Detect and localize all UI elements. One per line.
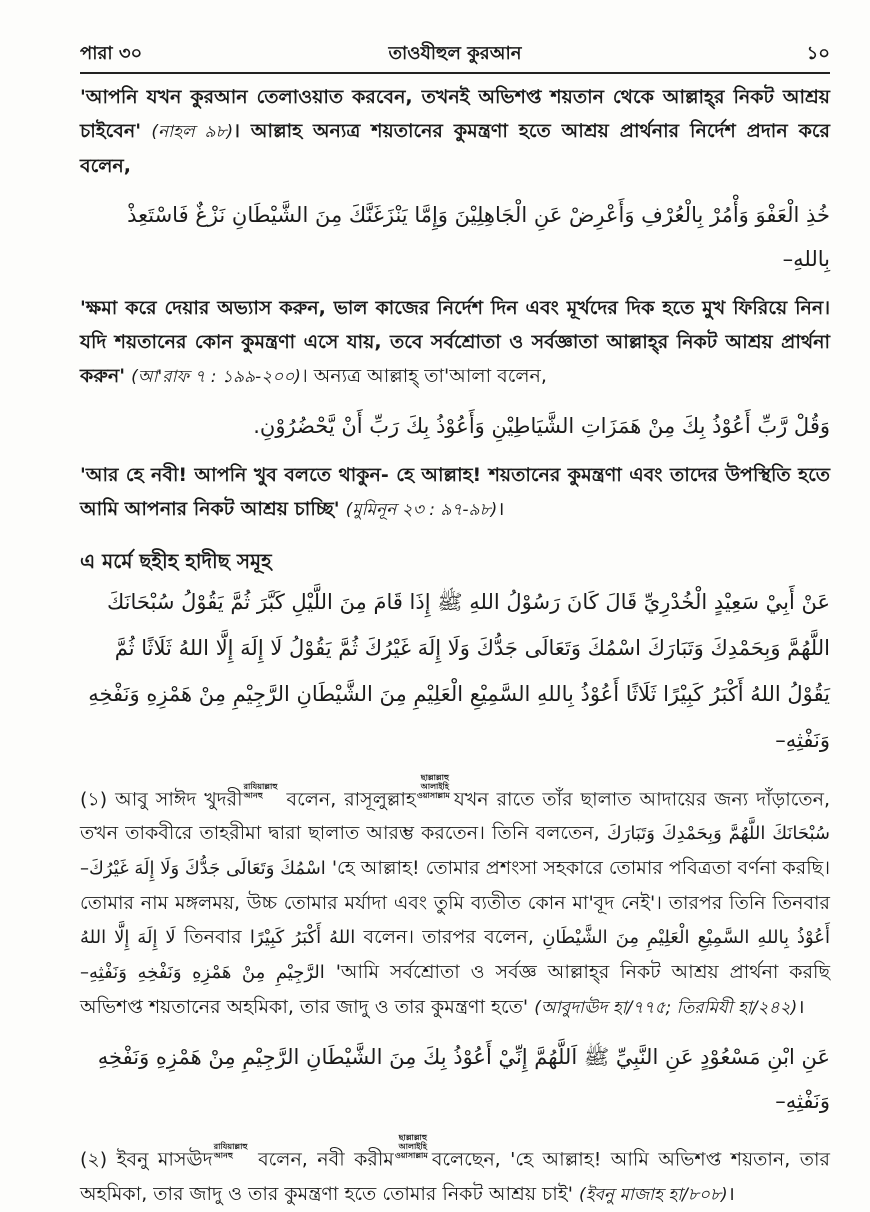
paragraph-hadith-2: (২) ইবনু মাসঊদরাযিয়াল্লাহু আনহু বলেন, নবী করীমছাল্লাল্লাহু আলাইহি ওয়াসাল্লাম বলেছেন, 'হে আল্লাহ! আমি অভিশপ্ত শয়তান, তার অহমিকা, তার জাদু ও তার কুমন্ত্রণা হতে তোমার নিকট আশ্রয় চাই' (ইবনু মাজাহ হা/৮০৮)। <box>80 1133 830 1205</box>
citation: (মুমিনূন ২৩ : ৯৭-৯৮) <box>345 500 498 520</box>
header-divider <box>80 72 830 74</box>
section-heading: এ মর্মে ছহীহ হাদীছ সমূহ <box>80 549 272 573</box>
paragraph-quran-nahl: 'আপনি যখন কুরআন তেলাওয়াত করবেন, তখনই অভিশপ্ত শয়তান থেকে আল্লাহ্‌র নিকট আশ্রয় চাইবেন' (নাহল ৯৮)। আল্লাহ অন্যত্র শয়তানের কুমন্ত্রণা হতে আশ্রয় প্রার্থনার নির্দেশ প্রদান করে বলেন, <box>80 86 830 177</box>
honorific-radi: রাযিয়াল্লাহু আনহু <box>213 1142 248 1161</box>
paragraph-translation-muminun: 'আর হে নবী! আপনি খুব বলতে থাকুন- হে আল্লাহ! শয়তানের কুমন্ত্রণা এবং তাদের উপস্থিতি হতে আমি আপনার নিকট আশ্রয় চাচ্ছি' (মুমিনূন ২৩ : ৯৭-৯৮)। <box>80 464 830 520</box>
arabic-hadith-ibn-masud: عَنِ ابْنِ مَسْعُوْدٍ عَنِ النَّبِيِّ ﷺ اَللَّهُمَّ إِنِّيْ أَعُوْذُ بِكَ مِنَ الشَّيْطَانِ الرَّجِيْمِ مِنْ هَمْزِهِ وَنَفْخِهِ وَنَفْثِهِ– <box>97 1045 830 1114</box>
honorific-saw: ছাল্লাল্লাহু আলাইহি ওয়াসাল্লাম <box>416 773 450 800</box>
arabic-hadith-abu-said: عَنْ أَبِيْ سَعِيْدٍ الْخُدْرِيِّ قَالَ كَانَ رَسُوْلُ اللهِ ﷺ إِذَا قَامَ مِنَ اللَّيْلِ كَبَّرَ ثُمَّ يَقُوْلُ سُبْحَانَكَ اللَّهُمَّ وَبِحَمْدِكَ وَتَبَارَكَ اسْمُكَ وَتَعَالَى جَدُّكَ وَلَا إِلَهَ غَيْرُكَ ثُمَّ يَقُوْلُ لَا إِلَهَ إِلَّا اللهُ ثَلَاثًا ثُمَّ يَقُوْلُ اللهُ أَكْبَرُ كَبِيْرًا ثَلَاثًا أَعُوْذُ بِاللهِ السَّمِيْعِ الْعَلِيْمِ مِنَ الشَّيْطَانِ الرَّجِيْمِ مِنْ هَمْزِهِ وَنَفْخِهِ وَنَفْثِهِ– <box>88 590 830 752</box>
honorific-saw: ছাল্লাল্লাহু আলাইহি ওয়াসাল্লাম <box>394 1133 428 1161</box>
citation: (আবুদাঊদ হা/৭৭৫; তিরমিযী হা/২৪২) <box>534 998 798 1019</box>
page-body <box>80 80 830 1212</box>
citation: (নাহল ৯৮) <box>151 122 234 142</box>
honorific-radi: রাযিয়াল্লাহু আনহু <box>243 782 278 800</box>
header-page-number: ১০ <box>806 42 830 64</box>
citation: (ইবনু মাজাহ হা/৮০৮) <box>578 1184 728 1205</box>
header-para-label: পারা ৩০ <box>80 42 143 64</box>
paragraph-hadith-1: (১) আবু সাঈদ খুদরীরাযিয়াল্লাহু আনহু বলেন, রাসূলুল্লাহছাল্লাল্লাহু আলাইহি ওয়াসাল্লাম যখন রাতে তাঁর ছালাত আদায়ের জন্য দাঁড়াতেন, তখন তাকবীরে তাহরীমা দ্বারা ছালাত আরম্ভ করতেন। তিনি বলতেন, سُبْحَانَكَ اللَّهُمَّ وَبِحَمْدِكَ وَتَبَارَكَ اسْمُكَ وَتَعَالَى جَدُّكَ وَلَا إِلَهَ غَيْرُكَ– 'হে আল্লাহ! তোমার প্রশংসা সহকারে তোমার পবিত্রতা বর্ণনা করছি। তোমার নাম মঙ্গলময়, উচ্চ তোমার মর্যাদা এবং তুমি ব্যতীত কোন মা'বূদ নেই'। তারপর তিনি তিনবার لَا إِلَهَ إِلَّا اللهُ তিনবার اللهُ أَكْبَرُ كَبِيْرًا বলেন। তারপর বলেন, أَعُوْذُ بِاللهِ السَّمِيْعِ الْعَلِيْمِ مِنَ الشَّيْطَانِ الرَّجِيْمِ مِنْ هَمْزِهِ وَنَفْخِهِ وَنَفْثِهِ– 'আমি সর্বশ্রোতা ও সর্বজ্ঞ আল্লাহ্‌র নিকট আশ্রয় প্রার্থনা করছি অভিশপ্ত শয়তানের অহমিকা, তার জাদু ও তার কুমন্ত্রণা হতে' (আবুদাঊদ হা/৭৭৫; তিরমিযী হা/২৪২)। <box>80 773 831 1019</box>
header-book-title: তাওযীহুল কুরআন <box>388 42 522 64</box>
arabic-verse-muminun: وَقُلْ رَّبِّ أَعُوْذُ بِكَ مِنْ هَمَزَاتِ الشَّيَاطِيْنِ وَأَعُوْذُ بِكَ رَبِّ أَنْ يَّحْضُرُوْنِ. <box>253 414 830 438</box>
arabic-verse-araf: خُذِ الْعَفْوَ وَأْمُرْ بِالْعُرْفِ وَأَعْرِضْ عَنِ الْجَاهِلِيْنَ وَإِمَّا يَنْزَغَنَّكَ مِنَ الشَّيْطَانِ نَزْغٌ فَاسْتَعِذْ بِاللهِ– <box>127 203 830 271</box>
citation: (আ'রাফ ৭ : ১৯৯-২০০) <box>131 367 301 387</box>
page-header <box>80 38 830 70</box>
paragraph-translation-araf: 'ক্ষমা করে দেয়ার অভ্যাস করুন, ভাল কাজের নির্দেশ দিন এবং মূর্খদের দিক হতে মুখ ফিরিয়ে নিন। যদি শয়তানের কোন কুমন্ত্রণা এসে যায়, তবে সর্বশ্রোতা ও সর্বজ্ঞাতা আল্লাহ্‌র নিকট আশ্রয় প্রার্থনা করুন' (আ'রাফ ৭ : ১৯৯-২০০)। অন্যত্র আল্লাহ্ তা'আলা বলেন, <box>80 297 830 387</box>
